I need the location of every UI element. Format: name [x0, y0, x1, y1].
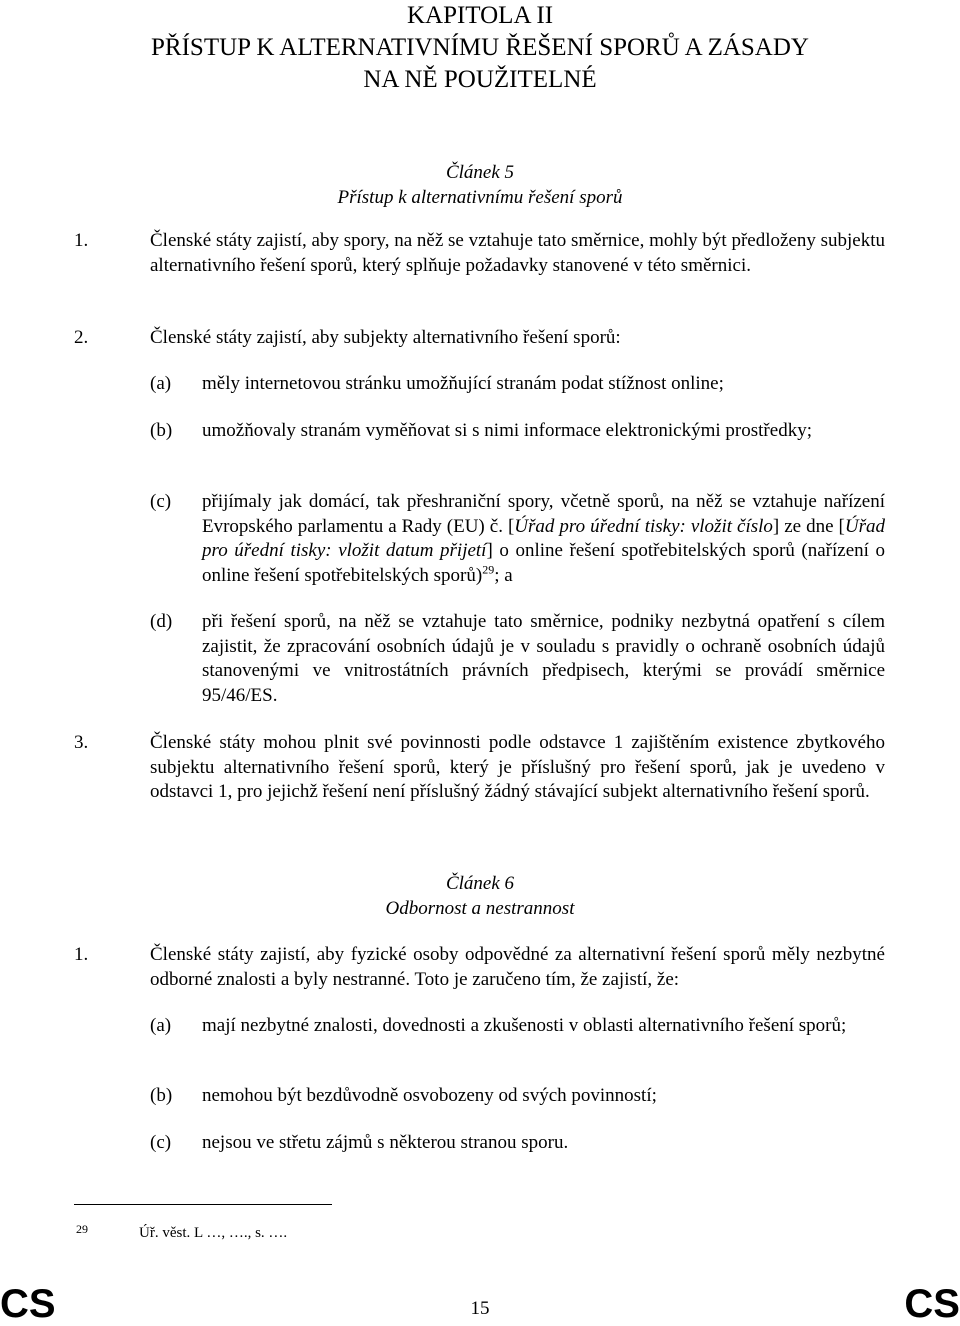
paragraph-number: 1. — [74, 944, 89, 965]
paragraph-text: Členské státy zajistí, aby subjekty alternativního řešení sporů: — [150, 327, 621, 348]
paragraph-number: 3. — [74, 732, 89, 753]
page-number: 15 — [470, 1298, 490, 1319]
language-mark-right: CS — [904, 1282, 960, 1326]
list-item-label: (a) — [150, 1015, 172, 1036]
list-item-text: nemohou být bezdůvodně osvobozeny od svých povinností; — [202, 1085, 657, 1106]
paragraph-text: Členské státy zajistí, aby fyzické osoby odpovědné za alternativní řešení sporů měly nezbytné odborné znalosti a byly nestranné. Toto je zaručeno tím, že zajistí, že: — [150, 944, 885, 990]
chapter-heading — [0, 0, 960, 96]
text-segment: ] ze dne [ — [772, 515, 845, 537]
text-segment: ] o online řešení spotřebitelských sporů (nařízení o online řešení spotřebitelských sporů) — [202, 540, 885, 586]
paragraph-text: Členské státy zajistí, aby spory, na něž se vztahuje tato směrnice, mohly být předloženy subjektu alternativního řešení sporů, který splňuje požadavky stanovené v této směrnici. — [150, 230, 885, 276]
language-mark-left: CS — [0, 1282, 56, 1326]
list-item-label: (d) — [150, 611, 173, 632]
chapter-number: KAPITOLA II — [406, 2, 554, 29]
list-item-label: (c) — [150, 491, 172, 512]
text-segment: ; a — [494, 564, 513, 586]
list-item-label: (b) — [150, 1085, 173, 1106]
list-item-label: (a) — [150, 373, 172, 394]
article-6-heading — [0, 871, 960, 921]
editorial-placeholder: Úřad pro úřední tisky: vložit číslo — [514, 515, 773, 537]
list-item-text: mají nezbytné znalosti, dovednosti a zkušenosti v oblasti alternativního řešení sporů; — [202, 1015, 847, 1036]
article-5-number: Článek 5 — [445, 162, 515, 183]
list-item-text: nejsou ve střetu zájmů s některou stranou sporu. — [202, 1132, 569, 1153]
list-item-text: umožňovaly stranám vyměňovat si s nimi informace elektronickými prostředky; — [202, 420, 812, 441]
list-item-label: (b) — [150, 420, 173, 441]
chapter-title-line1: PŘÍSTUP K ALTERNATIVNÍMU ŘEŠENÍ SPORŮ A ZÁSADY — [151, 34, 809, 61]
footnote-number: 29 — [76, 1222, 88, 1236]
paragraph-number: 2. — [74, 327, 89, 348]
editorial-placeholder: Úřad pro úřední tisky: vložit datum přijetí — [202, 515, 885, 561]
article-6-number: Článek 6 — [445, 873, 515, 894]
chapter-title-line2: NA NĚ POUŽITELNÉ — [363, 66, 597, 93]
list-item-text: měly internetovou stránku umožňující stranám podat stížnost online; — [202, 373, 724, 394]
article-5-heading — [0, 160, 960, 210]
article-5-title: Přístup k alternativnímu řešení sporů — [337, 187, 623, 208]
article-6-title: Odbornost a nestrannost — [385, 898, 575, 919]
footnote-text: Úř. věst. L …, …., s. …. — [139, 1225, 288, 1241]
footnote-reference: 29 — [482, 562, 495, 577]
text-segment: přijímaly jak domácí, tak přeshraniční spory, včetně sporů, na něž se vztahuje nařízení Evropského parlamentu a Rady (EU) č. [ — [202, 491, 885, 537]
list-item-text — [202, 490, 885, 588]
paragraph-text: Členské státy mohou plnit své povinnosti podle odstavce 1 zajištěním existence zbytkového subjektu alternativního řešení sporů, který je příslušný pro řešení sporů, jak je uvedeno v odstavci 1, pro jejichž řešení není příslušný žádný stávající subjekt alternativního řešení sporů. — [150, 732, 885, 802]
paragraph-number: 1. — [74, 230, 89, 251]
footnote-separator — [74, 1204, 332, 1205]
list-item-text: při řešení sporů, na něž se vztahuje tato směrnice, podniky nezbytná opatření s cílem zajistit, že zpracování osobních údajů je v souladu s pravidly o ochraně osobních údajů stanovenými ve vnitrostátních právních předpisech, kterými se provádí směrnice 95/46/ES. — [202, 611, 885, 706]
list-item-label: (c) — [150, 1132, 172, 1153]
